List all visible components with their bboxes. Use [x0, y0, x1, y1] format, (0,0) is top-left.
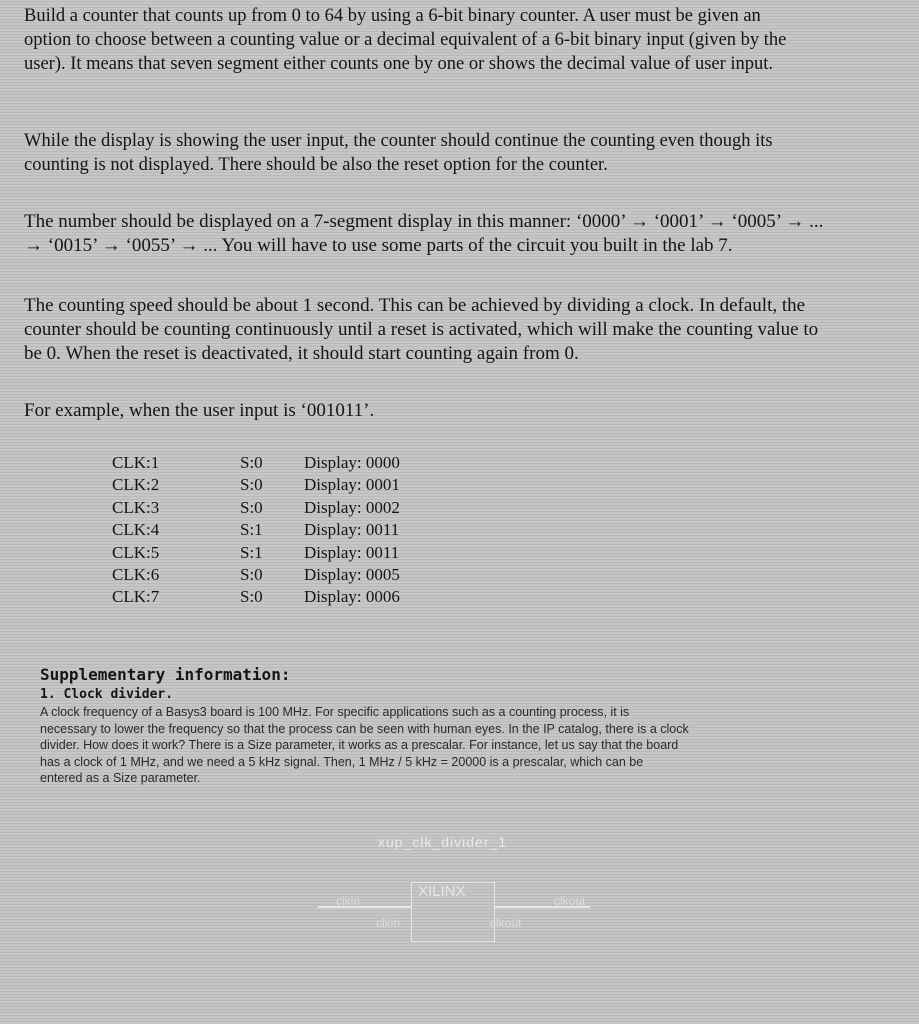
speed-paragraph	[24, 294, 899, 366]
display-cell: Display: 0002	[304, 497, 400, 517]
s-cell: S:0	[240, 564, 263, 584]
trace-row	[112, 542, 400, 564]
s-cell: S:0	[240, 475, 263, 495]
text-line: user). It means that seven segment either counts one by one or shows the decimal value of user input.	[24, 54, 774, 74]
output-port-label: clkout	[554, 894, 586, 908]
clk-cell: CLK:4	[112, 520, 160, 540]
text-line: counter should be counting continuously until a reset is activated, which will make the counting value to	[24, 319, 819, 340]
input-port-label: clkin	[336, 894, 361, 908]
trace-row	[112, 452, 400, 474]
text-line: entered as a Size parameter.	[40, 771, 201, 785]
text-line: necessary to lower the frequency so that the process can be seen with human eyes. In the IP catalog, there is a clock	[40, 721, 689, 736]
display-cell: Display: 0006	[304, 587, 400, 607]
supplementary-section	[40, 664, 885, 787]
trace-row	[112, 564, 400, 586]
display-cell: Display: 0000	[304, 453, 400, 472]
subsection-heading: 1. Clock divider.	[40, 687, 174, 702]
display-cell: Display: 0005	[304, 564, 400, 584]
s-cell: S:0	[240, 453, 263, 472]
text-line: The number should be displayed on a 7-segment display in this manner: ‘0000’ → ‘0001’ → ‘0005’ → ...	[24, 211, 824, 232]
diagram-title: xup_clk_divider_1	[378, 834, 508, 850]
xilinx-logo: XILINX	[418, 883, 466, 900]
segment-paragraph	[24, 210, 899, 258]
s-cell: S:1	[240, 520, 263, 540]
clk-cell: CLK:6	[112, 564, 160, 584]
text-line: The counting speed should be about 1 second. This can be achieved by dividing a clock. In default, the	[24, 295, 806, 316]
clock-divider-diagram	[318, 834, 618, 954]
display-cell: Display: 0011	[304, 542, 400, 562]
text-line: Build a counter that counts up from 0 to 64 by using a 6-bit binary counter. A user must be given an	[24, 6, 761, 26]
clk-cell: CLK:3	[112, 497, 160, 517]
display-paragraph	[24, 129, 899, 177]
text-line: While the display is showing the user input, the counter should continue the counting even though its	[24, 131, 773, 151]
section-heading: Supplementary information:	[40, 665, 291, 684]
block-output-port: clkout	[490, 916, 522, 930]
text-line: For example, when the user input is ‘001011’.	[24, 400, 375, 421]
text-line: → ‘0015’ → ‘0055’ → ... You will have to use some parts of the circuit you built in the lab 7.	[24, 235, 733, 256]
clk-cell: CLK:5	[112, 542, 160, 562]
input-wire	[318, 906, 411, 908]
clk-cell: CLK:1	[112, 453, 160, 472]
text-line: option to choose between a counting value or a decimal equivalent of a 6-bit binary input (given by the	[24, 30, 787, 50]
clock-trace-table	[112, 452, 400, 609]
clk-cell: CLK:7	[112, 587, 160, 607]
text-line: be 0. When the reset is deactivated, it should start counting again from 0.	[24, 343, 579, 364]
text-line: A clock frequency of a Basys3 board is 100 MHz. For specific applications such as a counting process, it is	[40, 705, 630, 719]
trace-row	[112, 519, 400, 541]
text-line: has a clock of 1 MHz, and we need a 5 kHz signal. Then, 1 MHz / 5 kHz = 20000 is a prescalar, which can be	[40, 754, 644, 769]
example-paragraph	[24, 399, 899, 423]
block-input-port: clkin	[376, 916, 401, 930]
clk-cell: CLK:2	[112, 475, 160, 495]
intro-paragraph	[24, 4, 899, 76]
trace-row	[112, 497, 400, 519]
s-cell: S:1	[240, 542, 263, 562]
text-line: counting is not displayed. There should be also the reset option for the counter.	[24, 155, 608, 175]
s-cell: S:0	[240, 497, 263, 517]
s-cell: S:0	[240, 587, 263, 607]
text-line: divider. How does it work? There is a Size parameter, it works as a prescalar. For instance, let us say that the board	[40, 738, 679, 752]
ip-block	[411, 882, 495, 942]
display-cell: Display: 0001	[304, 475, 400, 495]
display-cell: Display: 0011	[304, 520, 400, 540]
trace-row	[112, 586, 400, 608]
trace-row	[112, 474, 400, 496]
